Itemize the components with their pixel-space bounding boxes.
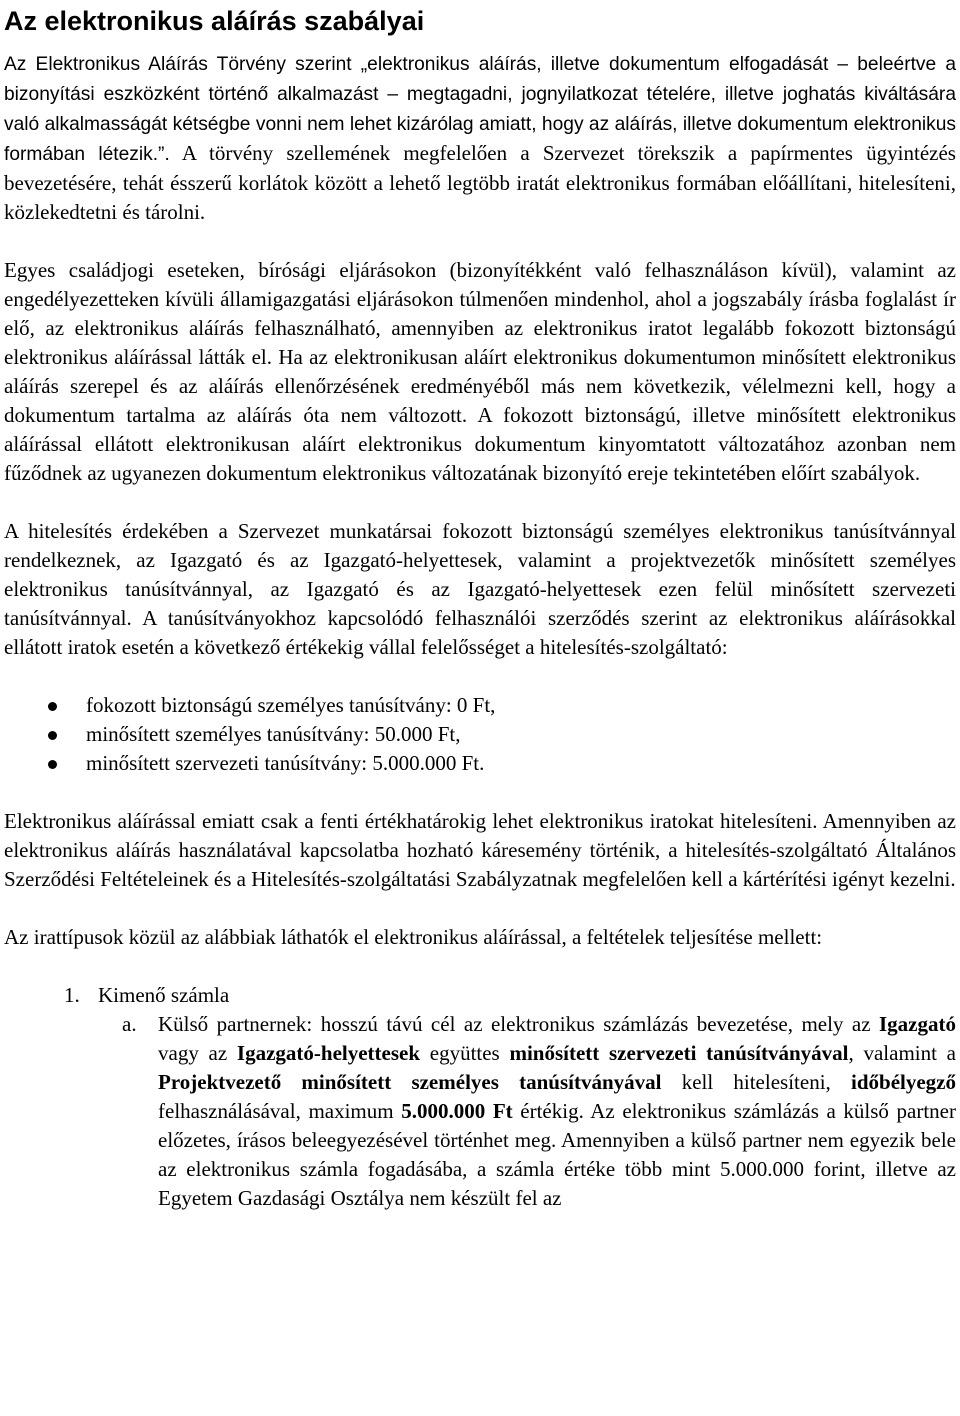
law-quote-text: Az Elektronikus Aláírás Törvény szerint „elektronikus aláírás, illetve dokumentum elfogadását – beleértve a bizonyítási eszközként történő alkalmazást – megtagadni, jognyilatkozat tételére, illetve joghatás kiváltására való alkalmasságát kétségbe vonni nem lehet kizárólag amiatt, hogy az aláírás, illetve dokumentum elektronikus formában létezik.”. [4, 54, 956, 165]
paragraph-document-types: Az irattípusok közül az alábbiak láthatók el elektronikus aláírással, a feltételek teljesítése mellett: [4, 925, 823, 949]
sub-item-text [158, 1010, 956, 1213]
list-item: fokozott biztonságú személyes tanúsítvány: 0 Ft, [4, 691, 956, 720]
bold-run: Igazgató-helyettesek [236, 1041, 421, 1065]
sub-item-external-partner [98, 1010, 956, 1213]
text-run: , valamint a [848, 1041, 956, 1065]
document-page [4, 0, 956, 1213]
paperless-text: A törvény szellemének megfelelően a Szervezet törekszik a papírmentes ügyintézés bevezetésére, tehát ésszerű korlátok között a lehető legtöbb iratát elektronikus formában előállítani, hitelesíteni, közlekedtetni és tárolni. [4, 141, 956, 224]
paragraph-usage-cases: Egyes családjogi eseteken, bírósági eljárásokon (bizonyítékként való felhasználáson kívül), valamint az engedélyezetteken kívüli államigazgatási eljárásokon túlmenően mindenhol, ahol a jogszabály írásba foglalást ír elő, az elektronikus aláírás felhasználható, amennyiben az elektronikus iratot legalább fokozott biztonságú elektronikus aláírással látták el. Ha az elektronikusan aláírt elektronikus dokumentumon minősített elektronikus aláírás szerepel és az aláírás ellenőrzésének eredményéből más nem következik, vélelmezni kell, hogy a dokumentum tartalma az aláírás óta nem változott. A fokozott biztonságú, illetve minősített elektronikus aláírással ellátott elektronikusan aláírt elektronikus dokumentum kinyomtatott változatához azonban nem fűződnek az ugyanezen dokumentum elektronikus változatának bizonyító ereje tekintetében előírt szabályok. [4, 258, 956, 485]
text-run: vagy az [158, 1041, 237, 1065]
sub-list [98, 1010, 956, 1213]
document-type-list [4, 981, 956, 1213]
bold-run: Projektvezető minősített személyes tanúsítványával [158, 1070, 662, 1094]
sub-item-letter: a. [122, 1012, 137, 1036]
list-item: minősített szervezeti tanúsítvány: 5.000.000 Ft. [4, 749, 956, 778]
text-run: együttes [420, 1041, 510, 1065]
paragraph-law-quote [4, 49, 956, 227]
text-run: kell hitelesíteni, [661, 1070, 851, 1094]
text-run: értékig. Az elektronikus számlázás a külső partner előzetes, írásos beleegyezésével történhet meg. Amennyiben a külső partner nem egyezik bele az elektronikus számla fogadásába, a számla értéke több mint 5.000.000 forint, illetve az Egyetem Gazdasági Osztálya nem készült fel az [158, 1099, 956, 1210]
paragraph-certificates: A hitelesítés érdekében a Szervezet munkatársai fokozott biztonságú személyes elektronikus tanúsítvánnyal rendelkeznek, az Igazgató és az Igazgató-helyettesek, valamint a projektvezetők minősített személyes elektronikus tanúsítvánnyal, az Igazgató és az Igazgató-helyettesek ezen felül minősített szervezeti tanúsítvánnyal. A tanúsítványokhoz kapcsolódó felhasználói szerződés szerint az elektronikus aláírásokkal ellátott iratok esetén a következő értékekig vállal felelősséget a hitelesítés-szolgáltató: [4, 519, 956, 659]
bold-run: minősített szervezeti tanúsítványával [509, 1041, 849, 1065]
list-item-outgoing-invoice [4, 981, 956, 1213]
bold-run: 5.000.000 Ft [401, 1099, 513, 1123]
list-item: minősített személyes tanúsítvány: 50.000 Ft, [4, 720, 956, 749]
list-number: 1. [64, 983, 80, 1007]
bold-run: időbélyegző [851, 1070, 956, 1094]
liability-list [4, 691, 956, 778]
list-item-label: Kimenő számla [98, 983, 230, 1007]
bold-run: Igazgató [879, 1012, 956, 1036]
text-run: felhasználásával, maximum [158, 1099, 402, 1123]
paragraph-limits: Elektronikus aláírással emiatt csak a fenti értékhatárokig lehet elektronikus iratokat hitelesíteni. Amennyiben az elektronikus aláírás használatával kapcsolatba hozható káresemény történik, a hitelesítés-szolgáltató Általános Szerződési Feltételeinek és a Hitelesítés-szolgáltatási Szabályzatnak megfelelően kell a kártérítési igényt kezelni. [4, 809, 956, 891]
page-title: Az elektronikus aláírás szabályai [4, 6, 425, 36]
text-run: Külső partnernek: hosszú távú cél az elektronikus számlázás bevezetése, mely az [158, 1012, 879, 1036]
